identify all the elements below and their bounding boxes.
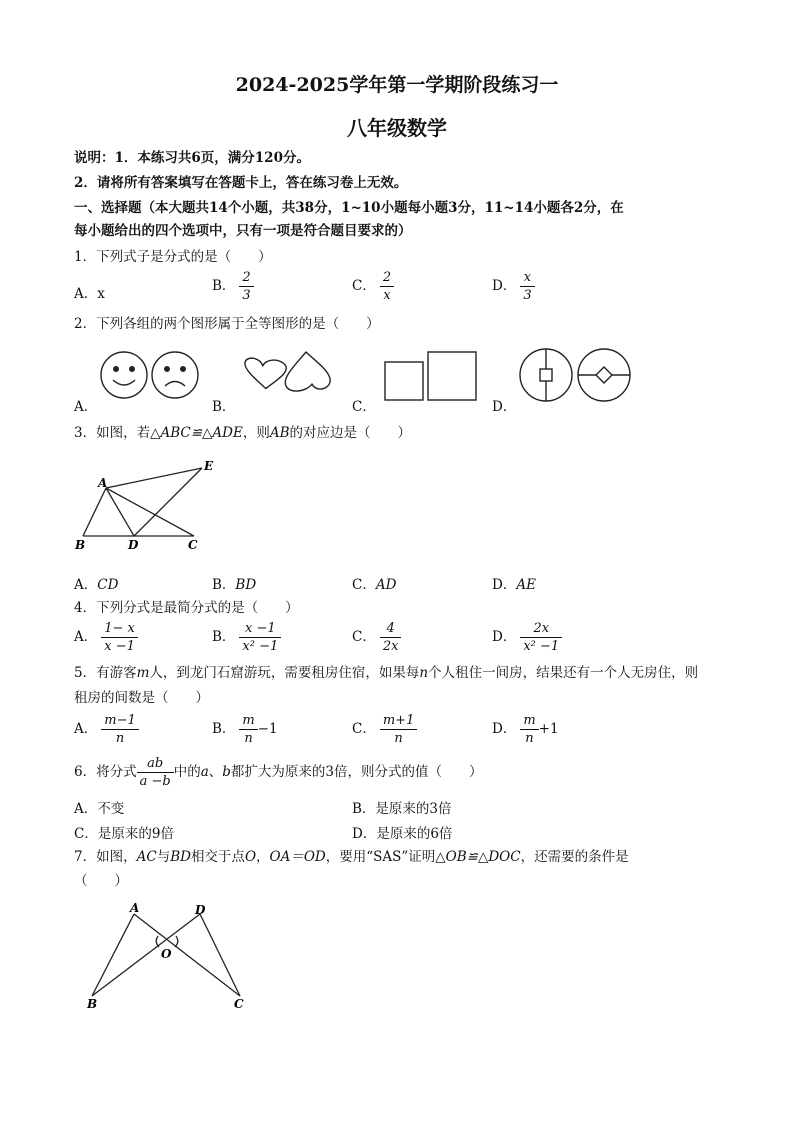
q1-option-d[interactable]: D． $\frac{x}{3}$ bbox=[492, 270, 535, 303]
q2-option-a[interactable]: A． bbox=[74, 399, 98, 415]
page-title: 2024-2025学年第一学期阶段练习一 bbox=[235, 74, 559, 96]
fraction: $\frac{2x}{\text{x² −1}}$ bbox=[520, 621, 562, 654]
smiley-faces-figure bbox=[98, 348, 202, 402]
coins-figure bbox=[518, 346, 634, 404]
q3-option-b[interactable]: B．BD bbox=[212, 577, 257, 593]
q4-stem: 4．下列分式是最简分式的是（ ） bbox=[74, 600, 299, 616]
q3-option-d[interactable]: D．AE bbox=[492, 577, 536, 593]
q2-option-d[interactable]: D． bbox=[492, 399, 517, 415]
q4-option-d[interactable]: D． $\frac{2x}{\text{x² −1}}$ bbox=[492, 621, 562, 654]
fraction: $\frac{2}{x}$ bbox=[380, 270, 394, 303]
q2-option-c[interactable]: C． bbox=[352, 399, 376, 415]
note-1: 说明：1．本练习共6页，满分120分。 bbox=[74, 150, 310, 166]
note-2: 2．请将所有答案填写在答题卡上，答在练习卷上无效。 bbox=[74, 175, 408, 191]
label-a: A bbox=[130, 901, 140, 915]
section-heading-1: 一、选择题（本大题共14个小题，共38分，1~10小题每小题3分，11~14小题各2分，在 bbox=[74, 200, 624, 216]
q5-option-c[interactable]: C． $\frac{m+1}{n}$ bbox=[352, 713, 417, 746]
intersecting-segments-figure-q7 bbox=[82, 900, 252, 1010]
q1-option-a[interactable]: A．x bbox=[74, 286, 105, 302]
q3-stem: 3．如图，若△ABC≌△ADE，则AB的对应边是（ ） bbox=[74, 425, 412, 441]
q2-option-b[interactable]: B． bbox=[212, 399, 236, 415]
q5-option-a[interactable]: A． $\frac{m-1}{n}$ bbox=[74, 713, 139, 746]
q1-option-c[interactable]: C． $\frac{2}{x}$ bbox=[352, 270, 394, 303]
label-a: A bbox=[98, 476, 108, 490]
triangle-figure-q3 bbox=[70, 456, 230, 552]
fraction: $\frac{2}{3}$ bbox=[239, 270, 253, 303]
fraction: $\frac{m}{n}$ bbox=[520, 713, 538, 746]
section-heading-2: 每小题给出的四个选项中，只有一项是符合题目要求的） bbox=[74, 223, 412, 239]
label-e: E bbox=[204, 459, 214, 473]
q5-stem-line2: 租房的间数是（ ） bbox=[74, 690, 209, 706]
q5-option-d[interactable]: D． $\frac{m}{n}$ +1 bbox=[492, 713, 559, 746]
label-d: D bbox=[128, 538, 139, 552]
q7-stem-line2: （ ） bbox=[74, 873, 128, 889]
fraction: $\frac{x -1}{\text{x² −1}}$ bbox=[239, 621, 281, 654]
fraction: $\frac{m+1}{n}$ bbox=[380, 713, 418, 746]
q7-stem-line1: 7．如图，AC与BD相交于点O，OA＝OD，要用“SAS”证明△OB≌△DOC，还需要的条件是 bbox=[74, 849, 629, 865]
q1-stem: 1．下列式子是分式的是（ ） bbox=[74, 249, 272, 265]
q6-option-d[interactable]: D．是原来的6倍 bbox=[352, 826, 453, 842]
q2-stem: 2．下列各组的两个图形属于全等图形的是（ ） bbox=[74, 316, 380, 332]
fraction: $\frac{1- x}{x -1}$ bbox=[101, 621, 138, 654]
fraction: $\frac{m-1}{n}$ bbox=[101, 713, 139, 746]
q3-option-c[interactable]: C．AD bbox=[352, 577, 397, 593]
q4-option-c[interactable]: C． $\frac{4}{2x}$ bbox=[352, 621, 401, 654]
label-c: C bbox=[234, 997, 244, 1010]
squares-figure bbox=[380, 348, 480, 404]
label-o: O bbox=[161, 947, 172, 961]
q5-option-b[interactable]: B． $\frac{m}{n}$ −1 bbox=[212, 713, 278, 746]
label-d: D bbox=[195, 903, 206, 917]
q6-stem: 6．将分式 $\frac{ab}{a -b}$ 中的a、b都扩大为原来的3倍，则分式的值（ ） bbox=[74, 756, 483, 789]
q1-option-b[interactable]: B． $\frac{2}{3}$ bbox=[212, 270, 254, 303]
q4-option-b[interactable]: B． $\frac{x -1}{\text{x² −1}}$ bbox=[212, 621, 281, 654]
q6-option-a[interactable]: A．不变 bbox=[74, 801, 125, 817]
fraction: $\frac{x}{3}$ bbox=[520, 270, 534, 303]
q5-stem-line1: 5．有游客m人，到龙门石窟游玩，需要租房住宿，如果每n个人租住一间房，结果还有一个人无房住，则 bbox=[74, 665, 699, 681]
q3-option-a[interactable]: A．CD bbox=[74, 577, 119, 593]
label-c: C bbox=[188, 538, 198, 552]
hearts-figure bbox=[236, 348, 336, 404]
label-b: B bbox=[87, 997, 98, 1010]
label-b: B bbox=[75, 538, 86, 552]
fraction: $\frac{4}{2x}$ bbox=[380, 621, 402, 654]
fraction: $\frac{ab}{a -b}$ bbox=[137, 756, 174, 789]
fraction: $\frac{m}{n}$ bbox=[239, 713, 257, 746]
page-subtitle: 八年级数学 bbox=[347, 116, 447, 140]
q6-option-c[interactable]: C．是原来的9倍 bbox=[74, 826, 174, 842]
q4-option-a[interactable]: A． $\frac{1- x}{x -1}$ bbox=[74, 621, 138, 654]
q6-option-b[interactable]: B．是原来的3倍 bbox=[352, 801, 452, 817]
